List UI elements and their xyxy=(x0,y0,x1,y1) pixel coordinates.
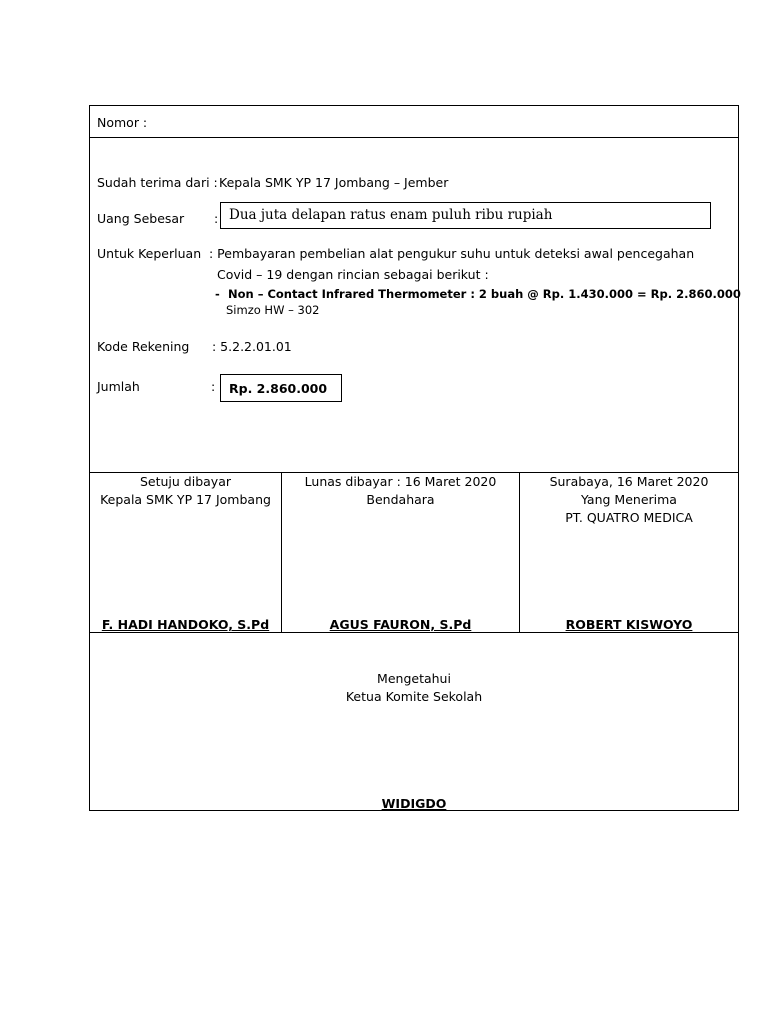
uang-value: Dua juta delapan ratus enam puluh ribu rupiah xyxy=(229,207,553,223)
col3-line3: PT. QUATRO MEDICA xyxy=(565,510,693,525)
item-line2: Simzo HW – 302 xyxy=(226,303,320,317)
jumlah-label: Jumlah xyxy=(97,379,140,394)
keperluan-line1: : Pembayaran pembelian alat pengukur suhu untuk deteksi awal pencegahan xyxy=(209,246,695,261)
keperluan-label: Untuk Keperluan xyxy=(97,246,202,261)
divider-signatures-bottom xyxy=(90,632,738,633)
col1-line1: Setuju dibayar xyxy=(139,474,231,489)
col3-line2: Yang Menerima xyxy=(581,492,677,507)
kode-label: Kode Rekening xyxy=(97,339,190,354)
terima-label: Sudah terima dari : xyxy=(97,175,218,190)
col3-signer: ROBERT KISWOYO xyxy=(565,617,693,632)
uang-colon: : xyxy=(214,211,219,226)
jumlah-colon: : xyxy=(211,379,216,394)
jumlah-value-box xyxy=(220,374,342,402)
keperluan-line2: Covid – 19 dengan rincian sebagai berikut : xyxy=(217,267,489,282)
approval-signer: WIDIGDO xyxy=(381,796,447,811)
jumlah-value: Rp. 2.860.000 xyxy=(229,381,328,396)
nomor-label: Nomor : xyxy=(97,115,148,130)
approval-line2: Ketua Komite Sekolah xyxy=(345,689,483,704)
terima-value: Kepala SMK YP 17 Jombang – Jember xyxy=(219,175,449,190)
signature-col-approver xyxy=(90,472,281,632)
divider-nomor xyxy=(90,137,738,138)
col2-line2: Bendahara xyxy=(366,492,435,507)
item-dash: - xyxy=(215,287,220,301)
uang-value-box xyxy=(220,202,711,229)
col2-line1: Lunas dibayar : 16 Maret 2020 xyxy=(304,474,497,489)
signature-col-treasurer xyxy=(282,472,519,632)
receipt-form xyxy=(89,105,739,811)
uang-label: Uang Sebesar xyxy=(97,211,185,226)
kode-value: : 5.2.2.01.01 xyxy=(212,339,292,354)
item-line1: Non – Contact Infrared Thermometer : 2 buah @ Rp. 1.430.000 = Rp. 2.860.000 xyxy=(228,287,741,301)
signature-col-receiver xyxy=(520,472,738,632)
col1-line2: Kepala SMK YP 17 Jombang xyxy=(100,492,271,507)
approval-line1: Mengetahui xyxy=(377,671,451,686)
col3-line1: Surabaya, 16 Maret 2020 xyxy=(549,474,709,489)
col1-signer: F. HADI HANDOKO, S.Pd xyxy=(101,617,270,632)
col2-signer: AGUS FAURON, S.Pd xyxy=(329,617,472,632)
